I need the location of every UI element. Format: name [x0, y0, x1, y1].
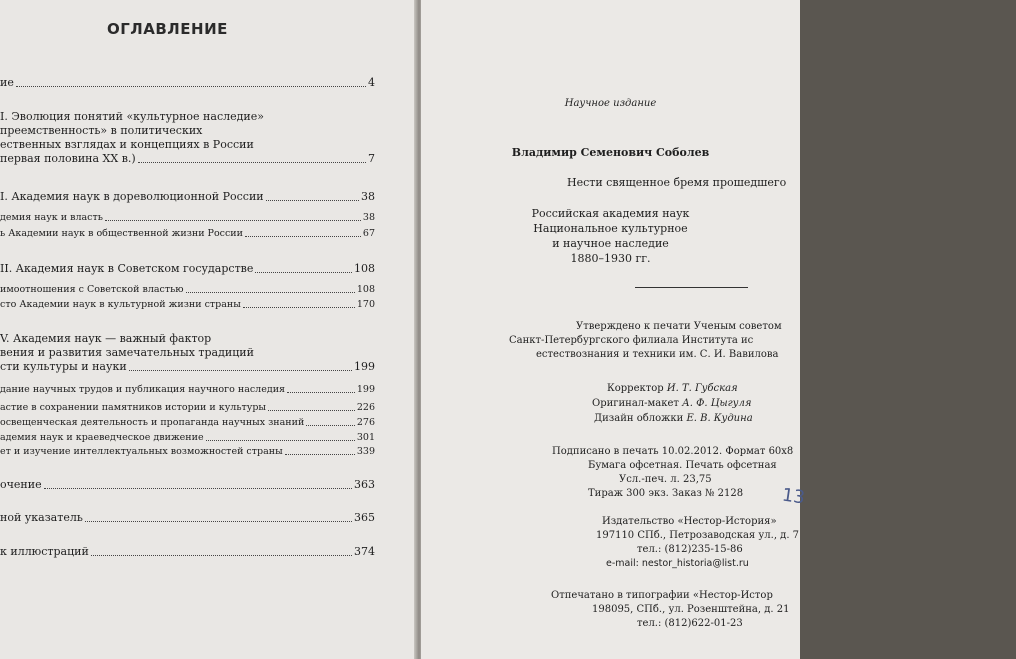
- toc-page-number: 108: [356, 284, 375, 295]
- approval-line-3: естествознания и техники им. С. И. Вавилова: [536, 349, 779, 360]
- publisher-email: e-mail: nestor_historia@list.ru: [606, 558, 749, 569]
- toc-page-number: 108: [354, 262, 375, 275]
- toc-entry-title: сто Академии наук в культурной жизни страны: [0, 299, 241, 310]
- toc-entry: [0, 511, 375, 525]
- genre-label: Научное издание: [564, 98, 657, 109]
- toc-entry: [0, 110, 375, 166]
- toc-entry-title: очение: [0, 478, 42, 491]
- approval-line-1: Утверждено к печати Ученым советом: [576, 321, 782, 332]
- toc-page-number: 7: [368, 152, 375, 165]
- toc-page-number: 363: [354, 478, 375, 491]
- toc-page-number: 4: [368, 76, 375, 89]
- credit-cover-design: Дизайн обложки Е. В. Кудина: [594, 413, 753, 424]
- toc-leader-dots: [255, 272, 352, 273]
- toc-entry: [0, 545, 375, 559]
- toc-entry: [0, 446, 375, 458]
- handwritten-number: 13: [780, 484, 807, 509]
- subtitle-line-3: и научное наследие: [552, 237, 669, 250]
- toc-page-number: 199: [356, 384, 375, 395]
- toc-leader-dots: [266, 200, 359, 201]
- toc-page-number: 67: [362, 228, 375, 239]
- publisher-name: Издательство «Нестор-История»: [602, 516, 777, 527]
- subtitle-line-1: Российская академия наук: [531, 207, 690, 220]
- toc-entry: [0, 76, 375, 90]
- toc-entry-title: II. Академия наук в Советском государстве: [0, 262, 254, 275]
- toc-entry-title-line: преемственность» в политических: [0, 124, 203, 137]
- toc-entry-title: ной указатель: [0, 511, 83, 524]
- toc-entry: [0, 228, 375, 240]
- right-page-imprint: [421, 0, 807, 659]
- toc-leader-dots: [85, 521, 352, 522]
- toc-page-number: 301: [356, 432, 375, 443]
- toc-entry: [0, 402, 375, 414]
- toc-leader-dots: [186, 292, 355, 293]
- toc-leader-dots: [44, 488, 352, 489]
- print-signed-line: Подписано в печать 10.02.2012. Формат 60х8: [552, 446, 794, 457]
- toc-entry-title: дание научных трудов и публикация научного наследия: [0, 384, 286, 395]
- separator-rule: [635, 287, 748, 288]
- subtitle-line-2: Национальное культурное: [533, 222, 688, 235]
- toc-entry: [0, 384, 375, 396]
- toc-entry-title-line: V. Академия наук — важный фактор: [0, 332, 212, 345]
- paper-line: Бумага офсетная. Печать офсетная: [588, 460, 777, 471]
- toc-entry-title: имоотношения с Советской властью: [0, 284, 184, 295]
- toc-entry-title: ь Академии наук в общественной жизни России: [0, 228, 243, 239]
- toc-leader-dots: [245, 236, 361, 237]
- publisher-phone: тел.: (812)235-15-86: [637, 544, 743, 555]
- toc-entry-title: к иллюстраций: [0, 545, 89, 558]
- toc-page-number: 276: [356, 417, 375, 428]
- toc-leader-dots: [306, 425, 355, 426]
- toc-page-number: 365: [354, 511, 375, 524]
- toc-leader-dots: [268, 410, 355, 411]
- toc-entry: [0, 432, 375, 444]
- toc-leader-dots: [16, 86, 366, 87]
- toc-leader-dots: [105, 220, 361, 221]
- toc-entry-title: адемия наук и краеведческое движение: [0, 432, 204, 443]
- toc-entry-title: ет и изучение интеллектуальных возможностей страны: [0, 446, 283, 457]
- printer-address: 198095, СПб., ул. Розенштейна, д. 21: [592, 604, 790, 615]
- author-name: Владимир Семенович Соболев: [511, 146, 710, 159]
- credit-layout: Оригинал-макет А. Ф. Цыгуля: [592, 398, 752, 409]
- approval-line-2: Санкт-Петербургского филиала Института ис: [509, 335, 754, 346]
- toc-entry-title: ие: [0, 76, 14, 89]
- toc-entry: [0, 284, 375, 296]
- toc-entry: [0, 332, 375, 374]
- toc-entry: [0, 190, 375, 204]
- left-page-table-of-contents: [0, 0, 418, 659]
- toc-entry: [0, 262, 375, 276]
- toc-page-number: 199: [354, 360, 375, 373]
- toc-entry-title-line: вения и развития замечательных традиций: [0, 346, 254, 359]
- toc-entry-title-line: I. Эволюция понятий «культурное наследие»: [0, 110, 264, 123]
- toc-entry-title: астие в сохранении памятников истории и культуры: [0, 402, 266, 413]
- subtitle-years: 1880–1930 гг.: [570, 252, 651, 265]
- toc-leader-dots: [285, 454, 355, 455]
- toc-entry: [0, 299, 375, 311]
- toc-leader-dots: [138, 162, 366, 163]
- printer-phone: тел.: (812)622-01-23: [637, 618, 743, 629]
- toc-entry-title: освещенческая деятельность и пропаганда научных знаний: [0, 417, 305, 428]
- toc-entry-title: первая половина XX в.): [0, 152, 136, 165]
- toc-entry-title: I. Академия наук в дореволюционной России: [0, 190, 264, 203]
- toc-page-number: 170: [356, 299, 375, 310]
- toc-page-number: 226: [356, 402, 375, 413]
- toc-entry: [0, 478, 375, 492]
- toc-entry-title: демия наук и власть: [0, 212, 103, 223]
- toc-entry: [0, 212, 375, 224]
- toc-page-number: 374: [354, 545, 375, 558]
- sheets-line: Усл.-печ. л. 23,75: [619, 474, 712, 485]
- toc-leader-dots: [91, 555, 352, 556]
- toc-leader-dots: [129, 370, 352, 371]
- publisher-address: 197110 СПб., Петрозаводская ул., д. 7: [596, 530, 800, 541]
- print-run-line: Тираж 300 экз. Заказ № 2128: [588, 488, 744, 499]
- toc-heading: ОГЛАВЛЕНИЕ: [107, 20, 228, 38]
- credit-corrector: Корректор И. Т. Губская: [607, 383, 738, 394]
- toc-entry-title: сти культуры и науки: [0, 360, 127, 373]
- toc-entry: [0, 417, 375, 429]
- toc-leader-dots: [243, 307, 355, 308]
- book-title-line: Нести священное бремя прошедшего: [567, 176, 787, 189]
- toc-page-number: 38: [362, 212, 375, 223]
- toc-page-number: 38: [361, 190, 375, 203]
- toc-entry-title-line: ественных взглядах и концепциях в России: [0, 138, 254, 151]
- toc-leader-dots: [287, 392, 355, 393]
- toc-page-number: 339: [356, 446, 375, 457]
- toc-leader-dots: [206, 440, 355, 441]
- printer-name: Отпечатано в типографии «Нестор-Истор: [551, 590, 773, 601]
